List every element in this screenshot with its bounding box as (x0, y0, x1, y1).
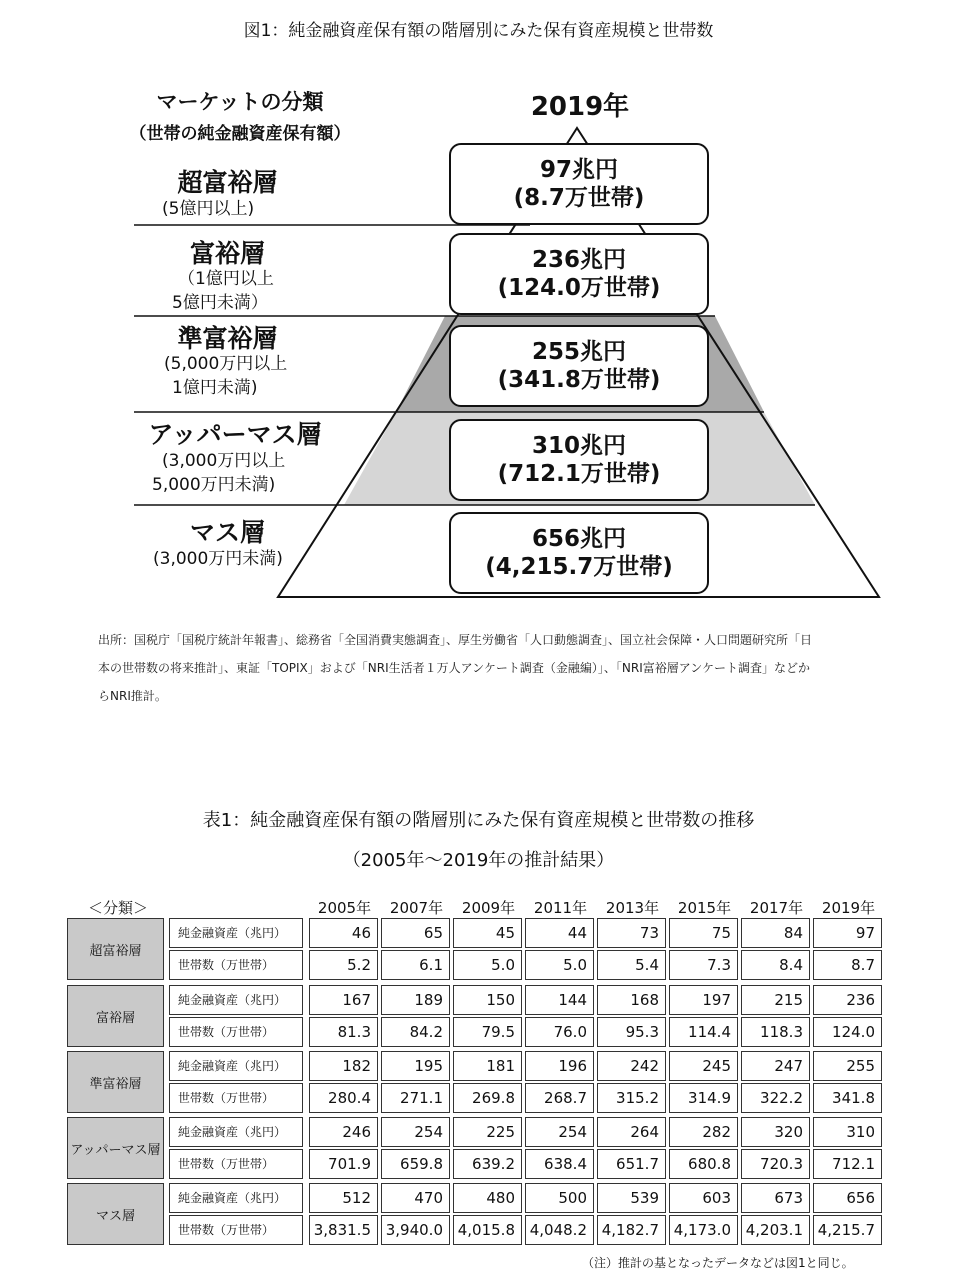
table-cell: 118.3 (741, 1017, 810, 1047)
source-line: らNRI推計。 (98, 689, 167, 703)
figure-title: 図1：純金融資産保有額の階層別にみた保有資産規模と世帯数 (243, 21, 714, 41)
tier-name-semi-wealthy: 準富裕層 (177, 324, 278, 353)
table-cell: 314.9 (669, 1083, 738, 1113)
table-cell: 76.0 (525, 1017, 594, 1047)
year-header: 2019年 (821, 899, 876, 917)
table-cell: 673 (741, 1183, 810, 1213)
tier-range-wealthy-2: 5億円未満） (172, 293, 268, 313)
table-cell: 124.0 (813, 1017, 882, 1047)
tier-value: 310兆円 (531, 433, 626, 459)
tier-name-ultra-wealthy: 超富裕層 (177, 168, 278, 197)
table-cell: 638.4 (525, 1149, 594, 1179)
tier-value: 236兆円 (531, 247, 626, 273)
table-cell: 97 (813, 918, 882, 948)
table-cell: 322.2 (741, 1083, 810, 1113)
tier-value-box-upper-mass (449, 419, 709, 501)
metric-label: 世帯数（万世帯） (169, 1083, 303, 1113)
table-cell: 182 (309, 1051, 378, 1081)
table-cell: 254 (381, 1117, 450, 1147)
table-cell: 246 (309, 1117, 378, 1147)
table-cell: 196 (525, 1051, 594, 1081)
table-cell: 195 (381, 1051, 450, 1081)
table-cell: 680.8 (669, 1149, 738, 1179)
tier-range-upper-mass-2: 5,000万円未満) (152, 475, 276, 495)
table-cell: 95.3 (597, 1017, 666, 1047)
metric-label: 純金融資産（兆円） (169, 918, 303, 948)
table-cell: 144 (525, 985, 594, 1015)
table-cell: 4,173.0 (669, 1215, 738, 1245)
tier-range-ultra-wealthy: (5億円以上) (162, 199, 255, 219)
table-cell: 114.4 (669, 1017, 738, 1047)
table-cell: 8.4 (741, 950, 810, 980)
table-cell: 45 (453, 918, 522, 948)
table-cell: 470 (381, 1183, 450, 1213)
table-cell: 225 (453, 1117, 522, 1147)
year-header: 2009年 (461, 899, 516, 917)
tier-households: (124.0万世帯) (497, 275, 661, 301)
year-header: 2007年 (389, 899, 444, 917)
market-subheader: （世帯の純金融資産保有額） (129, 124, 351, 144)
tier-value-box-wealthy (449, 233, 709, 315)
table-cell: 73 (597, 918, 666, 948)
tier-range-semi-wealthy-1: (5,000万円以上 (164, 354, 288, 374)
table-cell: 197 (669, 985, 738, 1015)
table-cell: 264 (597, 1117, 666, 1147)
table-cell: 539 (597, 1183, 666, 1213)
table-cell: 167 (309, 985, 378, 1015)
table-cell: 4,215.7 (813, 1215, 882, 1245)
table-cell: 44 (525, 918, 594, 948)
metric-label: 世帯数（万世帯） (169, 1017, 303, 1047)
figure-source (98, 626, 888, 710)
metric-label: 世帯数（万世帯） (169, 950, 303, 980)
tier-range-wealthy-1: （1億円以上 (178, 269, 274, 289)
tier-name-mass: マス層 (189, 518, 265, 547)
table-cell: 701.9 (309, 1149, 378, 1179)
table-cell: 3,831.5 (309, 1215, 378, 1245)
table-cell: 512 (309, 1183, 378, 1213)
table-cell: 242 (597, 1051, 666, 1081)
metric-label: 世帯数（万世帯） (169, 1215, 303, 1245)
table-cell: 603 (669, 1183, 738, 1213)
tier-households: (4,215.7万世帯) (485, 554, 673, 580)
table-note: （注）推計の基となったデータなどは図1と同じ。 (582, 1256, 854, 1270)
table-cell: 75 (669, 918, 738, 948)
table-cell: 271.1 (381, 1083, 450, 1113)
table-cell: 712.1 (813, 1149, 882, 1179)
category-cell: 準富裕層 (67, 1051, 164, 1113)
table-cell: 81.3 (309, 1017, 378, 1047)
market-header: マーケットの分類 (156, 90, 324, 114)
table-subtitle: （2005年～2019年の推計結果） (342, 850, 615, 871)
category-cell: マス層 (67, 1183, 164, 1245)
tier-name-upper-mass: アッパーマス層 (148, 420, 322, 449)
metric-label: 純金融資産（兆円） (169, 1117, 303, 1147)
table-cell: 5.4 (597, 950, 666, 980)
table-cell: 236 (813, 985, 882, 1015)
category-cell: 超富裕層 (67, 918, 164, 980)
tier-value-box-semi-wealthy (449, 325, 709, 407)
table-cell: 280.4 (309, 1083, 378, 1113)
table-cell: 46 (309, 918, 378, 948)
year-header: 2019年 (530, 92, 630, 122)
table-title: 表1：純金融資産保有額の階層別にみた保有資産規模と世帯数の推移 (202, 810, 755, 831)
table-cell: 4,203.1 (741, 1215, 810, 1245)
category-cell: アッパーマス層 (67, 1117, 164, 1179)
table-cell: 4,015.8 (453, 1215, 522, 1245)
table-cell: 268.7 (525, 1083, 594, 1113)
tier-value: 255兆円 (531, 339, 626, 365)
table-cell: 315.2 (597, 1083, 666, 1113)
category-cell: 富裕層 (67, 985, 164, 1047)
table-cell: 245 (669, 1051, 738, 1081)
table-cell: 310 (813, 1117, 882, 1147)
table-cell: 215 (741, 985, 810, 1015)
tier-value-box-mass (449, 512, 709, 594)
tier-households: (8.7万世帯) (513, 185, 645, 211)
table-cell: 320 (741, 1117, 810, 1147)
tier-range-mass: (3,000万円未満) (153, 549, 283, 569)
metric-label: 純金融資産（兆円） (169, 1183, 303, 1213)
metric-label: 純金融資産（兆円） (169, 1051, 303, 1081)
table-cell: 84 (741, 918, 810, 948)
table-cell: 639.2 (453, 1149, 522, 1179)
table-cell: 65 (381, 918, 450, 948)
source-line: 出所：国税庁「国税庁統計年報書」、総務省「全国消費実態調査」、厚生労働省「人口動態調査」、国立社会保障・人口問題研究所「日 (98, 633, 813, 647)
tier-range-upper-mass-1: (3,000万円以上 (162, 451, 286, 471)
table-cell: 254 (525, 1117, 594, 1147)
table-cell: 255 (813, 1051, 882, 1081)
table-cell: 500 (525, 1183, 594, 1213)
tier-value: 97兆円 (539, 157, 618, 183)
table-cell: 659.8 (381, 1149, 450, 1179)
table-cell: 168 (597, 985, 666, 1015)
year-header: 2005年 (317, 899, 372, 917)
metric-label: 世帯数（万世帯） (169, 1149, 303, 1179)
metric-label: 純金融資産（兆円） (169, 985, 303, 1015)
table-cell: 247 (741, 1051, 810, 1081)
category-header: ＜分類＞ (88, 899, 149, 917)
table-cell: 4,048.2 (525, 1215, 594, 1245)
source-line: 本の世帯数の将来推計」、東証「TOPIX」および「NRI生活者１万人アンケート調査（金融編）」、「NRI富裕層アンケート調査」などか (98, 661, 811, 675)
table-cell: 6.1 (381, 950, 450, 980)
table-cell: 5.0 (453, 950, 522, 980)
table-cell: 3,940.0 (381, 1215, 450, 1245)
table-cell: 656 (813, 1183, 882, 1213)
table-cell: 189 (381, 985, 450, 1015)
table-cell: 720.3 (741, 1149, 810, 1179)
table-cell: 79.5 (453, 1017, 522, 1047)
table-cell: 8.7 (813, 950, 882, 980)
year-header: 2013年 (605, 899, 660, 917)
table-cell: 7.3 (669, 950, 738, 980)
table-cell: 269.8 (453, 1083, 522, 1113)
year-header: 2015年 (677, 899, 732, 917)
table-cell: 651.7 (597, 1149, 666, 1179)
table-cell: 4,182.7 (597, 1215, 666, 1245)
year-header: 2017年 (749, 899, 804, 917)
table-cell: 181 (453, 1051, 522, 1081)
table-cell: 5.2 (309, 950, 378, 980)
tier-range-semi-wealthy-2: 1億円未満) (172, 378, 258, 398)
table-cell: 5.0 (525, 950, 594, 980)
year-header: 2011年 (533, 899, 588, 917)
tier-value: 656兆円 (531, 526, 626, 552)
table-cell: 282 (669, 1117, 738, 1147)
table-cell: 480 (453, 1183, 522, 1213)
table-cell: 84.2 (381, 1017, 450, 1047)
table-cell: 341.8 (813, 1083, 882, 1113)
table-cell: 150 (453, 985, 522, 1015)
tier-households: (341.8万世帯) (497, 367, 661, 393)
tier-households: (712.1万世帯) (497, 461, 661, 487)
tier-value-box-ultra-wealthy (449, 143, 709, 225)
tier-name-wealthy: 富裕層 (189, 239, 265, 268)
